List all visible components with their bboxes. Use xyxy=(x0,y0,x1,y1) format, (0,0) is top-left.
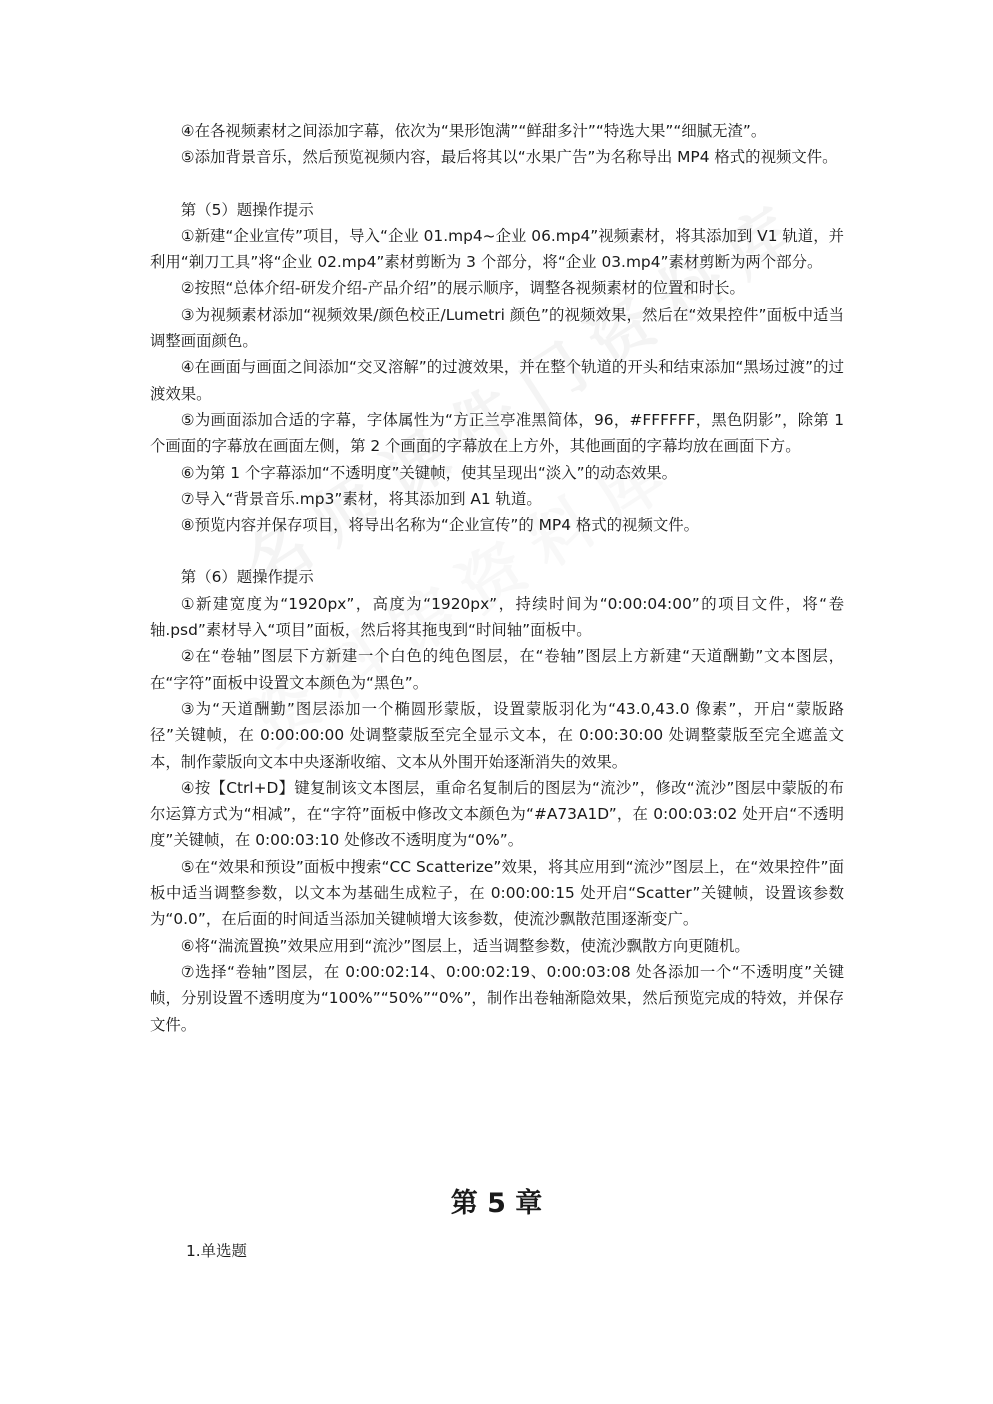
page-body xyxy=(150,118,844,1038)
paragraph: ⑧预览内容并保存项目，将导出名称为“企业宣传”的 MP4 格式的视频文件。 xyxy=(180,516,700,535)
chapter-title: 第 5 章 xyxy=(450,1188,543,1219)
hint-heading-5: 第（5）题操作提示 xyxy=(180,200,314,219)
paragraph: ⑦导入“背景音乐.mp3”素材，将其添加到 A1 轨道。 xyxy=(180,489,542,508)
paragraph: ④在各视频素材之间添加字幕，依次为“果形饱满”“鲜甜多汁”“特选大果”“细腻无渣”。 xyxy=(180,122,767,140)
paragraph: ②按照“总体介绍-研发介绍-产品介绍”的展示顺序，调整各视频素材的位置和时长。 xyxy=(180,279,745,298)
paragraph: ⑥为第 1 个字幕添加“不透明度”关键帧，使其呈现出“淡入”的动态效果。 xyxy=(180,463,678,482)
paragraph: ③为视频素材添加“视频效果/颜色校正/Lumetri 颜色”的视频效果，然后在“效果控件”面板中适当调整画面颜色。 xyxy=(150,305,844,351)
hint-heading-6: 第（6）题操作提示 xyxy=(180,568,314,587)
paragraph: ③为“天道酬勤”图层添加一个椭圆形蒙版，设置蒙版羽化为“43.0,43.0 像素”，开启“蒙版路径”关键帧，在 0:00:00:00 处调整蒙版至完全显示文本，在 0:00:30:00 处调整蒙版至完全遮盖文本，制作蒙版向文本中央逐渐收缩、文本从外围开始逐渐消失的效果。 xyxy=(150,699,844,771)
paragraph: ⑤添加背景音乐，然后预览视频内容，最后将其以“水果广告”为名称导出 MP4 格式的视频文件。 xyxy=(180,148,838,167)
paragraph: ①新建“企业宣传”项目，导入“企业 01.mp4~企业 06.mp4”视频素材，将其添加到 V1 轨道，并利用“剃刀工具”将“企业 02.mp4”素材剪断为 3 个部分，将“企业 03.mp4”素材剪断为两个部分。 xyxy=(150,226,844,272)
section-heading: 1.单选题 xyxy=(186,1242,247,1260)
paragraph: ⑥将“湍流置换”效果应用到“流沙”图层上，适当调整参数，使流沙飘散方向更随机。 xyxy=(180,936,750,955)
paragraph: ②在“卷轴”图层下方新建一个白色的纯色图层，在“卷轴”图层上方新建“天道酬勤”文本图层，在“字符”面板中设置文本颜色为“黑色”。 xyxy=(150,647,844,692)
paragraph: ⑤在“效果和预设”面板中搜索“CC Scatterize”效果，将其应用到“流沙”图层上，在“效果控件”面板中适当调整参数，以文本为基础生成粒子，在 0:00:00:15 处开启“Scatter”关键帧，设置该参数为“0.0”，在后面的时间适当添加关键帧增大该参数，使流沙飘散范围逐渐变广。 xyxy=(150,857,844,929)
paragraph: ④在画面与画面之间添加“交叉溶解”的过渡效果，并在整个轨道的开头和结束添加“黑场过渡”的过渡效果。 xyxy=(150,358,844,403)
paragraph: ⑤为画面添加合适的字幕，字体属性为“方正兰亭准黑简体，96，#FFFFFF，黑色阴影”，除第 1 个画面的字幕放在画面左侧，第 2 个画面的字幕放在上方外，其他画面的字幕均放在画面下方。 xyxy=(150,410,844,456)
paragraph: ④按【Ctrl+D】键复制该文本图层，重命名复制后的图层为“流沙”，修改“流沙”图层中蒙版的布尔运算方式为“相减”，在“字符”面板中修改文本颜色为“#A73A1D”，在 0:00:03:02 处开启“不透明度”关键帧，在 0:00:03:10 处修改不透明度为“0%”。 xyxy=(150,778,844,850)
paragraph: ①新建宽度为“1920px”，高度为“1920px”，持续时间为“0:00:04:00”的项目文件，将“卷轴.psd”素材导入“项目”面板，然后将其拖曳到“时间轴”面板中。 xyxy=(150,594,844,640)
paragraph: ⑦选择“卷轴”图层，在 0:00:02:14、0:00:02:19、0:00:03:08 处各添加一个“不透明度”关键帧，分别设置不透明度为“100%”“50%”“0%”，制作出卷轴渐隐效果，然后预览完成的特效，并保存文件。 xyxy=(150,962,844,1034)
